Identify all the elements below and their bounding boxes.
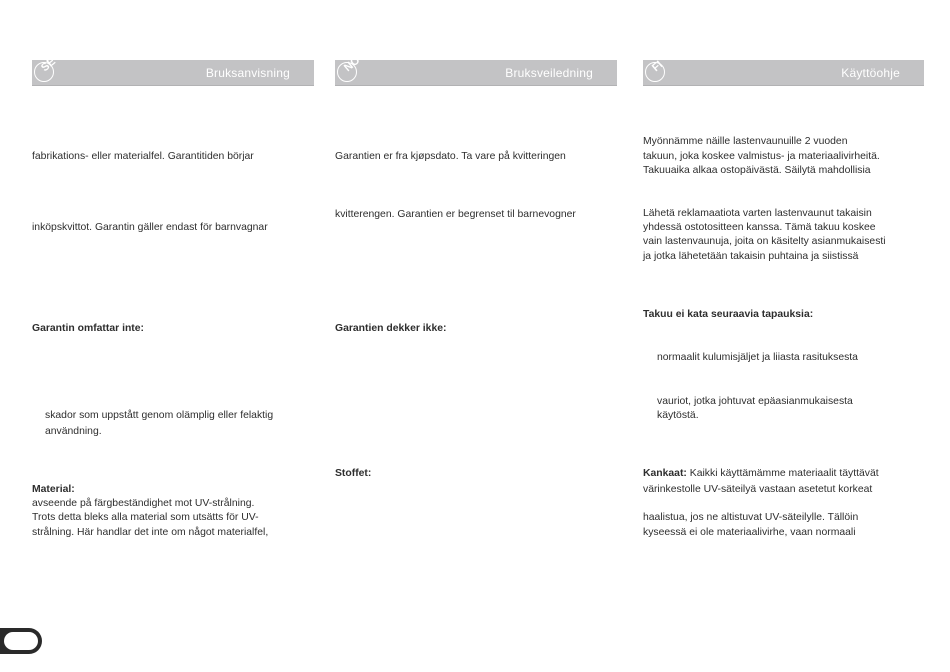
- language-code-fi: FI: [650, 58, 666, 75]
- header-title-se: Bruksanvisning: [205, 66, 290, 80]
- language-code-no: NO: [342, 54, 363, 75]
- fi-text-line: normaalit kulumisjäljet ja liiasta rasituksesta: [657, 352, 858, 363]
- se-text-line: Trots detta bleks alla material som utsätts för UV-: [32, 512, 259, 523]
- fi-text-line: kyseessä ei ole materiaalivirhe, vaan normaali: [643, 527, 856, 538]
- header-bar-se: [32, 55, 314, 86]
- no-section-heading: Garantien dekker ikke:: [335, 323, 447, 334]
- header-title-fi: Käyttöohje: [841, 66, 900, 80]
- no-text-line: kvitterengen. Garantien er begrenset til barnevogner: [335, 209, 576, 220]
- page-tab-marker: [0, 628, 42, 654]
- fi-text-line: [643, 467, 879, 482]
- fi-text-line: ja jotka lähetetään takaisin puhtaina ja siistissä: [643, 251, 859, 262]
- se-text-line: inköpskvittot. Garantin gäller endast för barnvagnar: [32, 222, 268, 233]
- fi-text-line: Myönnämme näille lastenvaunuille 2 vuoden: [643, 136, 848, 147]
- header-bar-no: [335, 54, 617, 86]
- no-section-heading: Stoffet:: [335, 468, 372, 479]
- fi-text-line: yhdessä ostotositteen kanssa. Tämä takuu koskee: [643, 222, 876, 233]
- language-code-se: SE: [39, 55, 58, 75]
- se-section-heading: Material:: [32, 484, 75, 495]
- header-title-no: Bruksveiledning: [505, 66, 593, 80]
- se-text-line: användning.: [45, 426, 102, 437]
- se-section-heading: Garantin omfattar inte:: [32, 323, 144, 334]
- fi-text-line: vauriot, jotka johtuvat epäasianmukaisesta: [657, 396, 853, 407]
- fi-text-span: Kaikki käyttämämme materiaalit täyttävät: [689, 468, 879, 479]
- header-bar-fi: [643, 60, 924, 86]
- fi-text-line: värinkestolle UV-säteilyä vastaan asetetut korkeat: [643, 484, 873, 495]
- page-tab-marker-inner: [4, 632, 38, 650]
- no-text-line: Garantien er fra kjøpsdato. Ta vare på kvitteringen: [335, 151, 566, 162]
- fi-text-line: takuun, joka koskee valmistus- ja materiaalivirheitä.: [643, 151, 880, 162]
- fi-text-line: Takuuaika alkaa ostopäivästä. Säilytä mahdollisia: [643, 165, 871, 176]
- se-text-line: strålning. Här handlar det inte om något materialfel,: [32, 527, 269, 538]
- fi-section-heading: Kankaat:: [643, 468, 687, 479]
- fi-text-line: Lähetä reklamaatiota varten lastenvaunut takaisin: [643, 208, 872, 219]
- fi-text-line: haalistua, jos ne altistuvat UV-säteilylle. Tällöin: [643, 512, 859, 523]
- se-text-line: skador som uppstått genom olämplig eller felaktig: [45, 410, 274, 421]
- fi-text-line: käytöstä.: [657, 410, 699, 421]
- se-text-line: avseende på färgbeständighet mot UV-strålning.: [32, 498, 255, 509]
- fi-text-line: vain lastenvaunuja, joita on käsitelty asianmukaisesti: [643, 236, 886, 247]
- se-text-line: fabrikations- eller materialfel. Garantitiden börjar: [32, 151, 254, 162]
- fi-section-heading: Takuu ei kata seuraavia tapauksia:: [643, 309, 814, 320]
